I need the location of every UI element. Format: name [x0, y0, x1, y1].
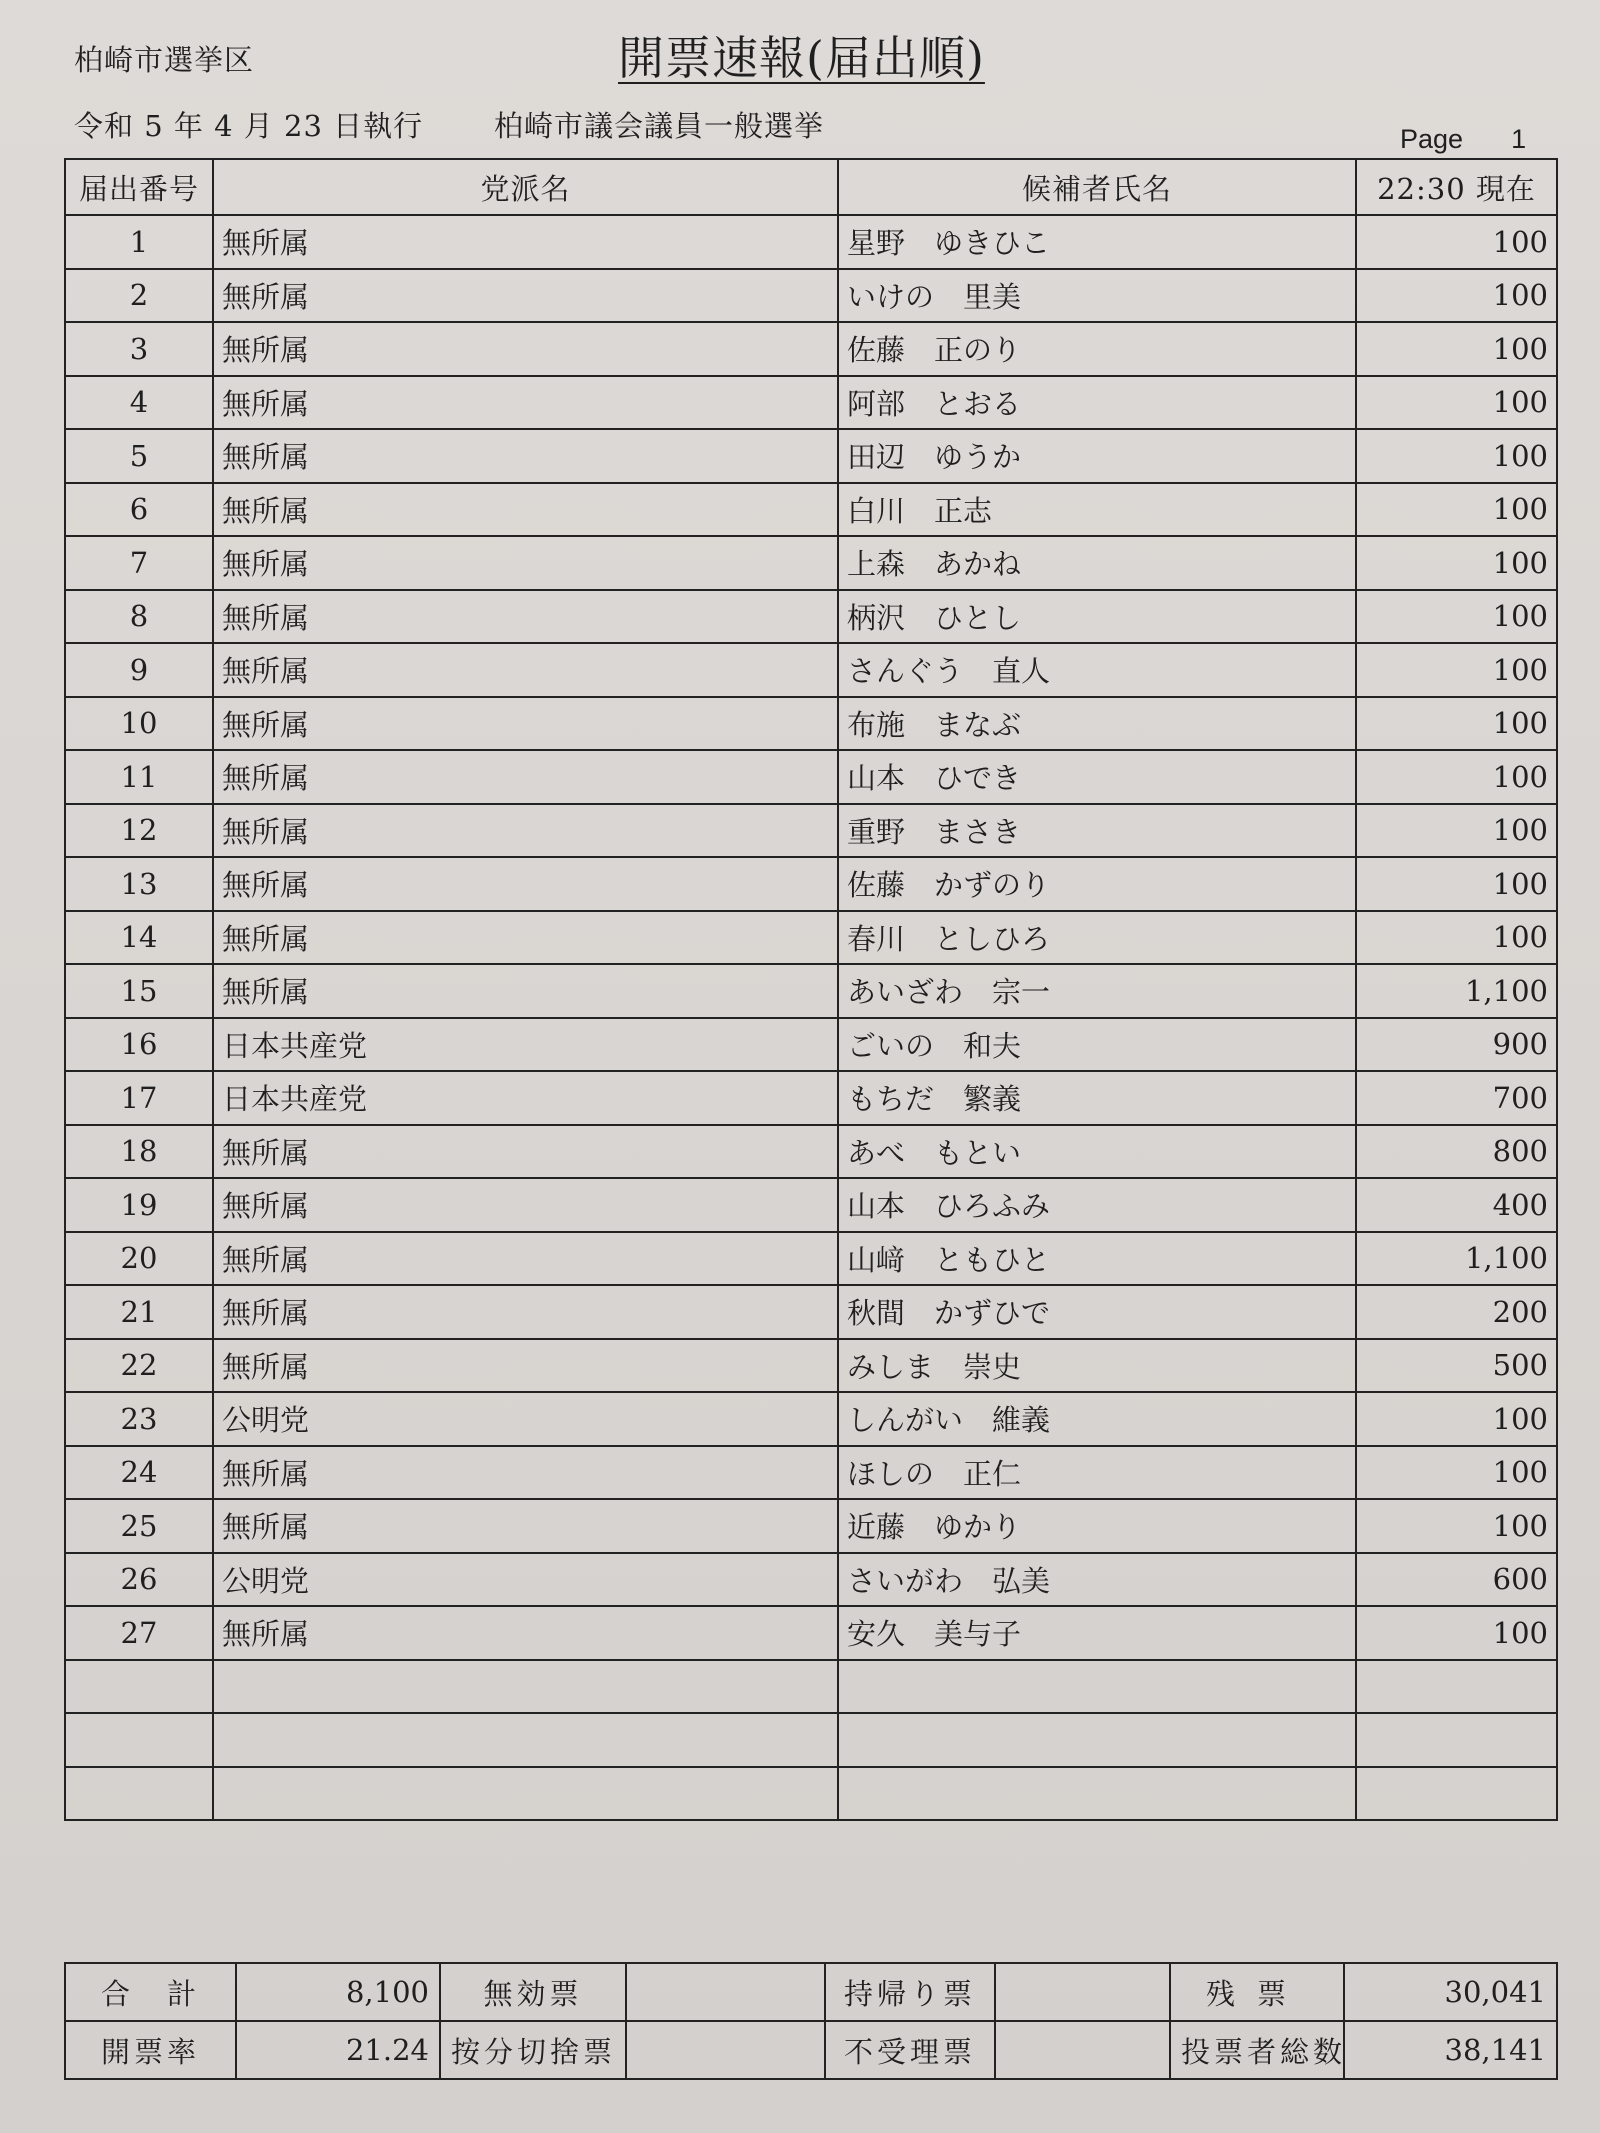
candidate-number: 17 [65, 1071, 213, 1125]
candidate-votes: 900 [1356, 1018, 1557, 1072]
candidate-votes: 1,100 [1356, 964, 1557, 1018]
candidate-votes: 100 [1356, 215, 1557, 269]
candidate-number: 5 [65, 429, 213, 483]
candidate-name [838, 1767, 1356, 1821]
candidate-name: 白川 正志 [838, 483, 1356, 537]
candidate-party: 無所属 [213, 1285, 838, 1339]
page-indicator [1400, 124, 1526, 155]
table-row [65, 536, 1557, 590]
candidate-party: 無所属 [213, 1178, 838, 1232]
candidate-votes: 100 [1356, 269, 1557, 323]
candidate-votes: 1,100 [1356, 1232, 1557, 1286]
total-voters-value: 38,141 [1344, 2021, 1557, 2079]
candidate-votes: 100 [1356, 1606, 1557, 1660]
proportional-value [626, 2021, 825, 2079]
candidate-party: 無所属 [213, 1499, 838, 1553]
table-row [65, 376, 1557, 430]
candidate-votes: 100 [1356, 911, 1557, 965]
election-date: 令和 5 年 4 月 23 日執行 [74, 109, 424, 143]
candidate-votes: 100 [1356, 322, 1557, 376]
candidate-name: 山本 ひろふみ [838, 1178, 1356, 1232]
candidate-name: あべ もとい [838, 1125, 1356, 1179]
column-header-party: 党派名 [213, 159, 838, 215]
election-name: 柏崎市議会議員一般選挙 [494, 109, 825, 143]
page-label: Page [1400, 124, 1464, 154]
candidate-party: 日本共産党 [213, 1018, 838, 1072]
table-row [65, 857, 1557, 911]
candidate-name: 阿部 とおる [838, 376, 1356, 430]
proportional-label: 按分切捨票 [440, 2021, 626, 2079]
candidate-party: 無所属 [213, 911, 838, 965]
candidate-name: 安久 美与子 [838, 1606, 1356, 1660]
candidate-name [838, 1660, 1356, 1714]
candidate-number: 3 [65, 322, 213, 376]
remaining-label: 残票 [1170, 1963, 1344, 2021]
candidate-number [65, 1660, 213, 1714]
candidate-votes: 100 [1356, 376, 1557, 430]
candidate-number [65, 1767, 213, 1821]
candidate-name: 重野 まさき [838, 804, 1356, 858]
candidate-votes: 700 [1356, 1071, 1557, 1125]
candidate-party: 無所属 [213, 215, 838, 269]
column-header-candidate: 候補者氏名 [838, 159, 1356, 215]
candidate-votes: 800 [1356, 1125, 1557, 1179]
table-row [65, 911, 1557, 965]
candidate-number: 22 [65, 1339, 213, 1393]
counted-rate-value: 21.24 [236, 2021, 440, 2079]
table-row [65, 1071, 1557, 1125]
candidate-party [213, 1767, 838, 1821]
table-row [65, 1606, 1557, 1660]
candidate-name: 近藤 ゆかり [838, 1499, 1356, 1553]
candidate-party: 無所属 [213, 376, 838, 430]
column-header-votes: 22:30 現在 [1356, 159, 1557, 215]
candidate-party [213, 1660, 838, 1714]
candidate-votes: 100 [1356, 1446, 1557, 1500]
table-row [65, 590, 1557, 644]
table-row-empty [65, 1767, 1557, 1821]
candidate-party: 無所属 [213, 697, 838, 751]
summary-row-2 [65, 2021, 1557, 2079]
candidate-number: 10 [65, 697, 213, 751]
candidate-name [838, 1713, 1356, 1767]
table-row [65, 429, 1557, 483]
candidate-name: 山﨑 ともひと [838, 1232, 1356, 1286]
candidate-votes: 100 [1356, 1392, 1557, 1446]
candidate-name: 佐藤 正のり [838, 322, 1356, 376]
candidate-name: ほしの 正仁 [838, 1446, 1356, 1500]
candidate-party: 無所属 [213, 1232, 838, 1286]
candidate-votes [1356, 1767, 1557, 1821]
candidate-party: 無所属 [213, 322, 838, 376]
candidate-number: 18 [65, 1125, 213, 1179]
candidate-name: 秋間 かずひで [838, 1285, 1356, 1339]
invalid-label: 無効票 [440, 1963, 626, 2021]
takeaway-label: 持帰り票 [825, 1963, 995, 2021]
table-row [65, 804, 1557, 858]
candidate-party: 無所属 [213, 483, 838, 537]
summary-table [64, 1962, 1558, 2080]
candidate-number: 7 [65, 536, 213, 590]
candidate-number: 19 [65, 1178, 213, 1232]
table-row [65, 1285, 1557, 1339]
total-value: 8,100 [236, 1963, 440, 2021]
candidate-number: 9 [65, 643, 213, 697]
page-title: 開票速報(届出順) [618, 31, 985, 85]
table-row [65, 1392, 1557, 1446]
candidate-name: いけの 里美 [838, 269, 1356, 323]
total-label: 合 計 [65, 1963, 236, 2021]
candidate-votes: 100 [1356, 429, 1557, 483]
table-row-empty [65, 1713, 1557, 1767]
table-row [65, 1339, 1557, 1393]
total-voters-label: 投票者総数 [1170, 2021, 1344, 2079]
candidate-number: 12 [65, 804, 213, 858]
candidate-number: 27 [65, 1606, 213, 1660]
candidate-party: 無所属 [213, 1125, 838, 1179]
candidate-party: 無所属 [213, 429, 838, 483]
candidate-votes: 100 [1356, 483, 1557, 537]
candidate-votes: 500 [1356, 1339, 1557, 1393]
candidate-party: 公明党 [213, 1392, 838, 1446]
table-row [65, 1018, 1557, 1072]
candidate-party: 無所属 [213, 804, 838, 858]
candidate-votes: 100 [1356, 536, 1557, 590]
candidate-name: 星野 ゆきひこ [838, 215, 1356, 269]
candidate-party [213, 1713, 838, 1767]
table-row [65, 1125, 1557, 1179]
candidate-name: あいざわ 宗一 [838, 964, 1356, 1018]
candidate-number: 8 [65, 590, 213, 644]
candidate-name: さいがわ 弘美 [838, 1553, 1356, 1607]
candidate-party: 無所属 [213, 269, 838, 323]
table-row [65, 1178, 1557, 1232]
summary-row-1 [65, 1963, 1557, 2021]
table-row [65, 1499, 1557, 1553]
candidate-number: 4 [65, 376, 213, 430]
candidate-number: 11 [65, 750, 213, 804]
candidate-number: 26 [65, 1553, 213, 1607]
candidate-name: 佐藤 かずのり [838, 857, 1356, 911]
table-row [65, 215, 1557, 269]
results-table [64, 158, 1558, 1821]
candidate-number: 20 [65, 1232, 213, 1286]
table-row [65, 322, 1557, 376]
table-row-empty [65, 1660, 1557, 1714]
candidate-number: 16 [65, 1018, 213, 1072]
candidate-number: 13 [65, 857, 213, 911]
unaccepted-label: 不受理票 [825, 2021, 995, 2079]
candidate-name: 柄沢 ひとし [838, 590, 1356, 644]
candidate-party: 無所属 [213, 750, 838, 804]
candidate-votes [1356, 1713, 1557, 1767]
candidate-name: もちだ 繁義 [838, 1071, 1356, 1125]
table-row [65, 750, 1557, 804]
table-header-row [65, 159, 1557, 215]
candidate-name: 布施 まなぶ [838, 697, 1356, 751]
candidate-name: しんがい 維義 [838, 1392, 1356, 1446]
candidate-party: 公明党 [213, 1553, 838, 1607]
candidate-name: 田辺 ゆうか [838, 429, 1356, 483]
invalid-value [626, 1963, 825, 2021]
candidate-votes: 100 [1356, 804, 1557, 858]
results-body [65, 215, 1557, 1820]
candidate-votes [1356, 1660, 1557, 1714]
table-row [65, 697, 1557, 751]
remaining-value: 30,041 [1344, 1963, 1557, 2021]
page-number: 1 [1511, 124, 1527, 154]
counted-rate-label: 開票率 [65, 2021, 236, 2079]
table-row [65, 269, 1557, 323]
takeaway-value [995, 1963, 1170, 2021]
candidate-number: 1 [65, 215, 213, 269]
candidate-number: 23 [65, 1392, 213, 1446]
candidate-name: 山本 ひでき [838, 750, 1356, 804]
candidate-votes: 200 [1356, 1285, 1557, 1339]
candidate-party: 日本共産党 [213, 1071, 838, 1125]
candidate-votes: 400 [1356, 1178, 1557, 1232]
candidate-votes: 100 [1356, 857, 1557, 911]
candidate-party: 無所属 [213, 643, 838, 697]
candidate-number: 15 [65, 964, 213, 1018]
candidate-votes: 100 [1356, 590, 1557, 644]
candidate-number: 21 [65, 1285, 213, 1339]
district-name: 柏崎市選挙区 [74, 43, 255, 77]
candidate-party: 無所属 [213, 964, 838, 1018]
table-row [65, 483, 1557, 537]
candidate-number: 25 [65, 1499, 213, 1553]
table-row [65, 1553, 1557, 1607]
table-row [65, 1446, 1557, 1500]
candidate-votes: 100 [1356, 750, 1557, 804]
candidate-votes: 100 [1356, 1499, 1557, 1553]
candidate-number: 24 [65, 1446, 213, 1500]
candidate-party: 無所属 [213, 857, 838, 911]
candidate-party: 無所属 [213, 1606, 838, 1660]
candidate-number: 14 [65, 911, 213, 965]
candidate-votes: 100 [1356, 697, 1557, 751]
candidate-number [65, 1713, 213, 1767]
candidate-party: 無所属 [213, 590, 838, 644]
candidate-votes: 600 [1356, 1553, 1557, 1607]
candidate-number: 6 [65, 483, 213, 537]
candidate-number: 2 [65, 269, 213, 323]
candidate-votes: 100 [1356, 643, 1557, 697]
table-row [65, 1232, 1557, 1286]
candidate-party: 無所属 [213, 536, 838, 590]
column-header-number: 届出番号 [65, 159, 213, 215]
candidate-name: みしま 崇史 [838, 1339, 1356, 1393]
candidate-name: ごいの 和夫 [838, 1018, 1356, 1072]
unaccepted-value [995, 2021, 1170, 2079]
candidate-name: さんぐう 直人 [838, 643, 1356, 697]
candidate-name: 春川 としひろ [838, 911, 1356, 965]
candidate-name: 上森 あかね [838, 536, 1356, 590]
candidate-party: 無所属 [213, 1446, 838, 1500]
table-row [65, 643, 1557, 697]
candidate-party: 無所属 [213, 1339, 838, 1393]
table-row [65, 964, 1557, 1018]
